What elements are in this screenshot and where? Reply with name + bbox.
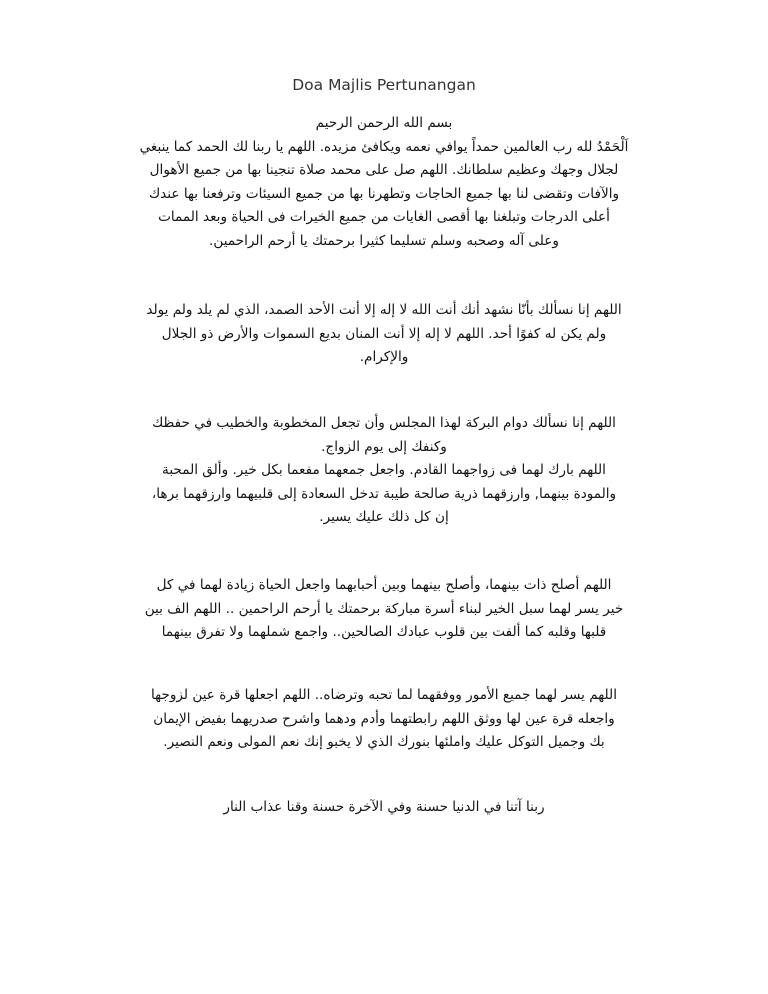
paragraph-line: اللهم إنا نسألك بأنّا نشهد أنك أنت الله لا إله إلا أنت الأحد الصمد، الذي لم يلد ولم يولد xyxy=(146,302,622,318)
paragraph-line: اللهم أصلح ذات بينهما، وأصلح بينهما وبين أحبابهما واجعل الحياة زيادة لهما في كل xyxy=(156,577,612,593)
paragraph-line: والإكرام. xyxy=(359,349,409,365)
paragraph-line: اَلْحَمْدُ لله رب العالمين حمداً يوافي نعمه ويكافئ مزيده. اللهم يا ربنا لك الحمد كما ينبغي xyxy=(139,138,629,155)
paragraph-line: ولم يكن له كفوًا أحد. اللهم لا إله إلا أنت المنان بديع السموات والأرض ذو الجلال xyxy=(161,325,607,342)
paragraph-testimony xyxy=(100,299,668,370)
paragraph-opening-praise xyxy=(100,112,668,253)
paragraph-reconciliation xyxy=(100,574,668,645)
paragraph-line: قلبها وقلبه كما ألفت بين قلوب عبادك الصالحين.. واجمع شملهما ولا تفرق بينهما xyxy=(161,624,607,640)
paragraph-closing-supplication xyxy=(100,796,668,820)
paragraph-ease-matters xyxy=(100,684,668,755)
document-title: Doa Majlis Pertunangan xyxy=(292,76,476,94)
paragraph-line: بك وجميل التوكل عليك واملئها بنورك الذي لا يخبو إنك نعم المولى ونعم النصير. xyxy=(163,734,605,750)
paragraph-line: إن كل ذلك عليك يسير. xyxy=(319,509,449,525)
paragraph-line: وكنفك إلى يوم الزواج. xyxy=(321,438,447,455)
paragraph-line: أعلى الدرجات وتبلغنا بها أقصى الغايات من جميع الخيرات فى الحياة وبعد الممات xyxy=(158,209,610,225)
paragraph-line: اللهم بارك لهما فى زواجهما القادم. واجعل جمعهما مفعما بكل خير. وألق المحبة xyxy=(162,462,606,478)
paragraph-line: والمودة بينهما, وارزقهما ذرية صالحة طيبة تدخل السعادة إلى قلبيهما وارزقهما برها، xyxy=(151,485,617,502)
paragraph-line: اللهم يسر لهما جميع الأمور ووفقهما لما تحبه وترضاه.. اللهم اجعلها قرة عين لزوجها xyxy=(151,687,617,703)
paragraph-line: اللهم إنا نسألك دوام البركة لهذا المجلس وأن تجعل المخطوبة والخطيب في حفظك xyxy=(152,415,616,431)
paragraph-line: وعلى آله وصحبه وسلم تسليما كثيرا برحمتك يا أرحم الراحمين. xyxy=(209,232,559,249)
paragraph-line: واجعله قرة عين لها ووثق اللهم رابطتهما وأدم ودهما واشرح صدريهما بفيض الإيمان xyxy=(153,710,615,727)
paragraph-line: والآفات وتقضى لنا بها جميع الحاجات وتطهرنا بها من جميع السيئات وترفعنا بها عندك xyxy=(148,185,620,202)
paragraph-line: لجلال وجهك وعظيم سلطانك. اللهم صل على محمد صلاة تنجينا بها من جميع الأهوال xyxy=(149,162,619,178)
paragraph-blessing-engagement xyxy=(100,412,668,530)
paragraph-line: بسم الله الرحمن الرحيم xyxy=(315,115,453,131)
paragraph-line: ربنا آتنا في الدنيا حسنة وفي الآخرة حسنة وقنا عذاب النار xyxy=(223,799,545,815)
paragraph-line: خير يسر لهما سبل الخير لبناء أسرة مباركة برحمتك يا أرحم الراحمين .. اللهم الف بين xyxy=(144,600,624,617)
